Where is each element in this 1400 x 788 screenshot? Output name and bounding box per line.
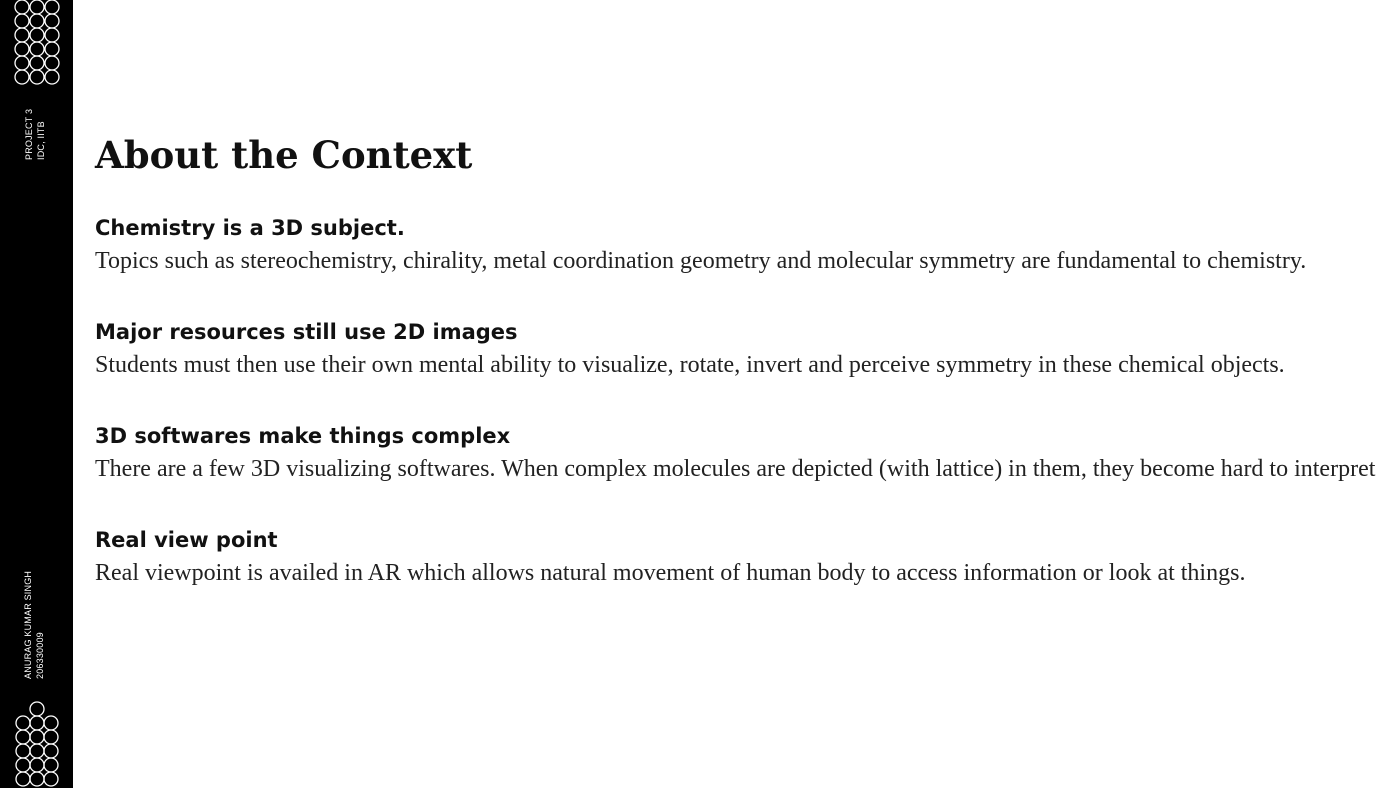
circle-pattern-bottom-icon [15, 700, 59, 788]
institute-name: IDC, IITB [36, 121, 46, 160]
point-body: Real viewpoint is availed in AR which allows natural movement of human body to access information or look at things. [95, 560, 1246, 586]
context-point [95, 317, 1385, 380]
author-name: ANURAG KUMAR SINGH [23, 570, 33, 679]
project-label [23, 109, 47, 160]
context-point [95, 525, 1385, 588]
page-title: About the Context [95, 133, 473, 177]
context-point [95, 213, 1385, 276]
sidebar [0, 0, 73, 788]
point-heading: Chemistry is a 3D subject. [95, 216, 405, 240]
point-body: Students must then use their own mental ability to visualize, rotate, invert and perceive symmetry in these chemical objects. [95, 352, 1285, 378]
project-number: PROJECT 3 [24, 108, 34, 160]
context-point [95, 421, 1385, 484]
point-heading: 3D softwares make things complex [95, 424, 511, 448]
author-id: 206330009 [35, 632, 45, 679]
author-label [22, 571, 46, 679]
circle-pattern-top-icon [13, 0, 61, 90]
point-body: Topics such as stereochemistry, chirality, metal coordination geometry and molecular symmetry are fundamental to chemistry. [95, 248, 1307, 274]
point-heading: Major resources still use 2D images [95, 320, 518, 344]
point-body: There are a few 3D visualizing softwares. When complex molecules are depicted (with lattice) in them, they become hard to interpret [95, 456, 1376, 482]
point-heading: Real view point [95, 528, 278, 552]
